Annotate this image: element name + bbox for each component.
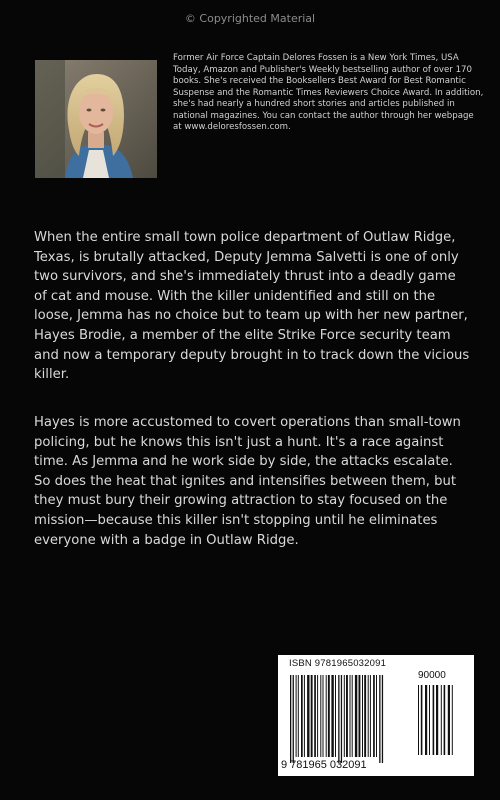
barcode-bar (373, 675, 375, 757)
barcode-addon-bar (436, 685, 438, 755)
barcode-addon-bar (425, 685, 427, 755)
author-bio: Former Air Force Captain Delores Fossen is a New York Times, USA Today, Amazon and Publisher's Weekly bestselling author of over 170 books. She's received the Booksellers Best Award for Best Romantic Suspense and the Romantic Times Reviewers Choice Award. In addition, she's had nearly a hundred short stories and articles published in national magazines. You can contact the author through her webpage at www.deloresfossen.com. (173, 53, 484, 132)
barcode-bar (296, 675, 297, 757)
barcode-bar (314, 675, 316, 757)
barcode-addon-bar (429, 685, 430, 755)
copyright-watermark: © Copyrighted Material (184, 12, 316, 25)
author-photo (35, 60, 157, 178)
barcode-bar (364, 675, 366, 757)
barcode-bar (362, 675, 363, 757)
barcode-bar (368, 675, 369, 757)
barcode-bar (326, 675, 327, 757)
barcode-bar (331, 675, 333, 757)
isbn-barcode-box (278, 655, 474, 776)
barcode-addon-bar (433, 685, 435, 755)
barcode-bar (344, 675, 345, 757)
barcode-bar (376, 675, 377, 757)
barcode-guard-bar (338, 675, 339, 763)
barcode-addon-bar (421, 685, 423, 755)
barcode-bar (346, 675, 348, 757)
barcode-bar (304, 675, 305, 757)
barcode-bar (311, 675, 313, 757)
barcode-addon-bar (452, 685, 453, 755)
barcode-bar (370, 675, 371, 757)
barcode-bar (298, 675, 299, 757)
barcode-addon-bar (444, 685, 446, 755)
blurb-paragraph-1: When the entire small town police department of Outlaw Ridge, Texas, is brutally attacked, Deputy Jemma Salvetti is one of only two survivors, and she's immediately thrust into a deadly game of cat and mouse. With the killer unidentified and still on the loose, Jemma has no choice but to team up with her new partner, Hayes Brodie, a member of the elite Strike Force security team and now a temporary deputy brought in to track down the vicious killer. (34, 230, 470, 383)
barcode-addon-bar (418, 685, 419, 755)
barcode-guard-bar (341, 675, 342, 763)
barcode-bar (335, 675, 336, 757)
barcode-bar (350, 675, 351, 757)
barcode-guard-bar (382, 675, 383, 763)
barcode-guard-bar (290, 675, 291, 763)
barcode-bar (323, 675, 324, 757)
author-portrait-image (35, 60, 157, 178)
isbn-label: ISBN 9781965032091 (289, 658, 387, 669)
barcode-bar (317, 675, 318, 757)
price-code: 90000 (418, 670, 446, 681)
barcode-bar (352, 675, 353, 757)
barcode-digits: 9 781965 032091 (281, 759, 367, 771)
barcode-addon-bar (448, 685, 450, 755)
barcode-addon-bar (441, 685, 442, 755)
barcode-guard-bar (379, 675, 380, 763)
barcode-bar (307, 675, 309, 757)
barcode-bar (320, 675, 321, 757)
barcode-guard-bar (293, 675, 294, 763)
barcode-bar (328, 675, 330, 757)
barcode-bar (355, 675, 357, 757)
barcode-bar (301, 675, 303, 757)
blurb-paragraph-2: Hayes is more accustomed to covert operations than small-town policing, but he knows this isn't just a hunt. It's a race against time. As Jemma and he work side by side, the attacks escalate. So does the heat that ignites and intensifies between them, but they must bury their growing attraction to stay focused on the mission—because this killer isn't stopping until he eliminates everyone with a badge in Outlaw Ridge. (34, 415, 461, 548)
barcode-bar (359, 675, 361, 757)
